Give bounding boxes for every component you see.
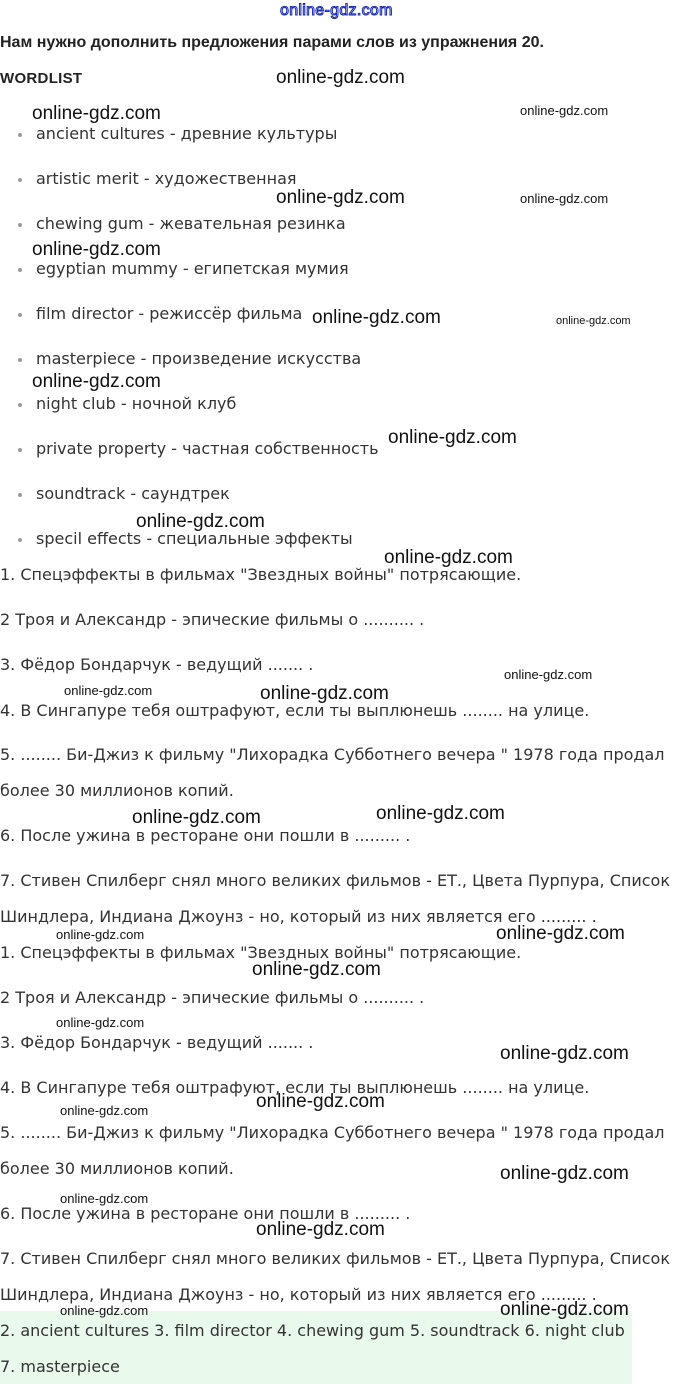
sentence-7: 7. Стивен Спилберг снял много великих фильмов - ЕТ., Цвета Пурпура, Список	[0, 871, 671, 890]
sentence-1: 1. Спецэффекты в фильмах "Звездных войны" потрясающие.	[0, 565, 522, 584]
watermark: online-gdz.com	[256, 1091, 385, 1112]
sentence-4: 4. В Сингапуре тебя оштрафуют, если ты выплюнешь ........ на улице.	[0, 701, 590, 720]
watermark: online-gdz.com	[60, 1303, 149, 1318]
bullet-icon	[18, 538, 22, 542]
watermark: online-gdz.com	[556, 315, 631, 327]
bullet-icon	[18, 313, 22, 317]
watermark: online-gdz.com	[56, 1015, 145, 1030]
list-item: ancient cultures - древние культуры	[18, 124, 337, 143]
list-item: night club - ночной клуб	[18, 394, 236, 413]
watermark: online-gdz.com	[56, 927, 145, 942]
list-item: specil effects - специальные эффекты	[18, 529, 353, 548]
sentence-2: 2 Троя и Александр - эпические фильмы о .......... .	[0, 988, 425, 1007]
watermark: online-gdz.com	[384, 547, 513, 568]
sentence-1: 1. Спецэффекты в фильмах "Звездных войны" потрясающие.	[0, 943, 522, 962]
sentence-3: 3. Фёдор Бондарчук - ведущий ....... .	[0, 655, 314, 674]
watermark: online-gdz.com	[60, 1191, 149, 1206]
page-title: Нам нужно дополнить предложения парами слов из упражнения 20.	[0, 34, 544, 51]
watermark: online-gdz.com	[500, 1299, 629, 1320]
site-logo[interactable]: online-gdz.com	[280, 2, 393, 19]
list-item: masterpiece - произведение искусства	[18, 349, 361, 368]
bullet-icon	[18, 133, 22, 137]
watermark: online-gdz.com	[500, 1163, 629, 1184]
watermark: online-gdz.com	[60, 1103, 149, 1118]
sentence-6: 6. После ужина в ресторане они пошли в ......... .	[0, 1204, 411, 1223]
watermark: online-gdz.com	[32, 103, 161, 124]
sentence-2: 2 Троя и Александр - эпические фильмы о .......... .	[0, 610, 425, 629]
watermark: online-gdz.com	[252, 959, 381, 980]
bullet-icon	[18, 178, 22, 182]
watermark: online-gdz.com	[520, 103, 609, 118]
watermark: online-gdz.com	[132, 807, 261, 828]
bullet-icon	[18, 268, 22, 272]
answer-line-1: 2. ancient cultures 3. film director 4. chewing gum 5. soundtrack 6. night club	[0, 1321, 625, 1340]
list-item: egyptian mummy - египетская мумия	[18, 259, 349, 278]
watermark: online-gdz.com	[376, 803, 505, 824]
list-item: soundtrack - саундтрек	[18, 484, 230, 503]
sentence-7-cont: Шиндлера, Индиана Джоунз - но, который из них является его ......... .	[0, 907, 597, 926]
wordlist-heading: WORDLIST	[0, 70, 83, 87]
bullet-icon	[18, 358, 22, 362]
sentence-5-cont: более 30 миллионов копий.	[0, 1159, 234, 1178]
watermark: online-gdz.com	[496, 923, 625, 944]
sentence-4: 4. В Сингапуре тебя оштрафуют, если ты выплюнешь ........ на улице.	[0, 1078, 590, 1097]
list-item: private property - частная собственность	[18, 439, 379, 458]
watermark: online-gdz.com	[136, 511, 265, 532]
watermark: online-gdz.com	[276, 187, 405, 208]
watermark: online-gdz.com	[260, 683, 389, 704]
answer-block	[0, 1311, 632, 1384]
watermark: online-gdz.com	[504, 667, 593, 682]
sentence-3: 3. Фёдор Бондарчук - ведущий ....... .	[0, 1033, 314, 1052]
watermark: online-gdz.com	[500, 1043, 629, 1064]
bullet-icon	[18, 223, 22, 227]
bullet-icon	[18, 448, 22, 452]
watermark: online-gdz.com	[312, 307, 441, 328]
list-item: film director - режиссёр фильма	[18, 304, 302, 323]
watermark: online-gdz.com	[276, 67, 405, 88]
watermark: online-gdz.com	[64, 683, 153, 698]
sentence-7-cont: Шиндлера, Индиана Джоунз - но, который из них является его ......... .	[0, 1285, 597, 1304]
sentence-7: 7. Стивен Спилберг снял много великих фильмов - ЕТ., Цвета Пурпура, Список	[0, 1249, 671, 1268]
sentence-6: 6. После ужина в ресторане они пошли в ......... .	[0, 826, 411, 845]
bullet-icon	[18, 493, 22, 497]
sentence-5: 5. ........ Би-Джиз к фильму "Лихорадка Субботнего вечера " 1978 года продал	[0, 1123, 665, 1142]
bullet-icon	[18, 403, 22, 407]
watermark: online-gdz.com	[32, 239, 161, 260]
sentence-5-cont: более 30 миллионов копий.	[0, 781, 234, 800]
watermark: online-gdz.com	[32, 371, 161, 392]
answer-line-2: 7. masterpiece	[0, 1357, 120, 1376]
watermark: online-gdz.com	[256, 1219, 385, 1240]
watermark: online-gdz.com	[388, 427, 517, 448]
watermark: online-gdz.com	[520, 191, 609, 206]
list-item: chewing gum - жевательная резинка	[18, 214, 346, 233]
sentence-5: 5. ........ Би-Джиз к фильму "Лихорадка Субботнего вечера " 1978 года продал	[0, 745, 665, 764]
list-item: artistic merit - художественная	[18, 169, 297, 188]
